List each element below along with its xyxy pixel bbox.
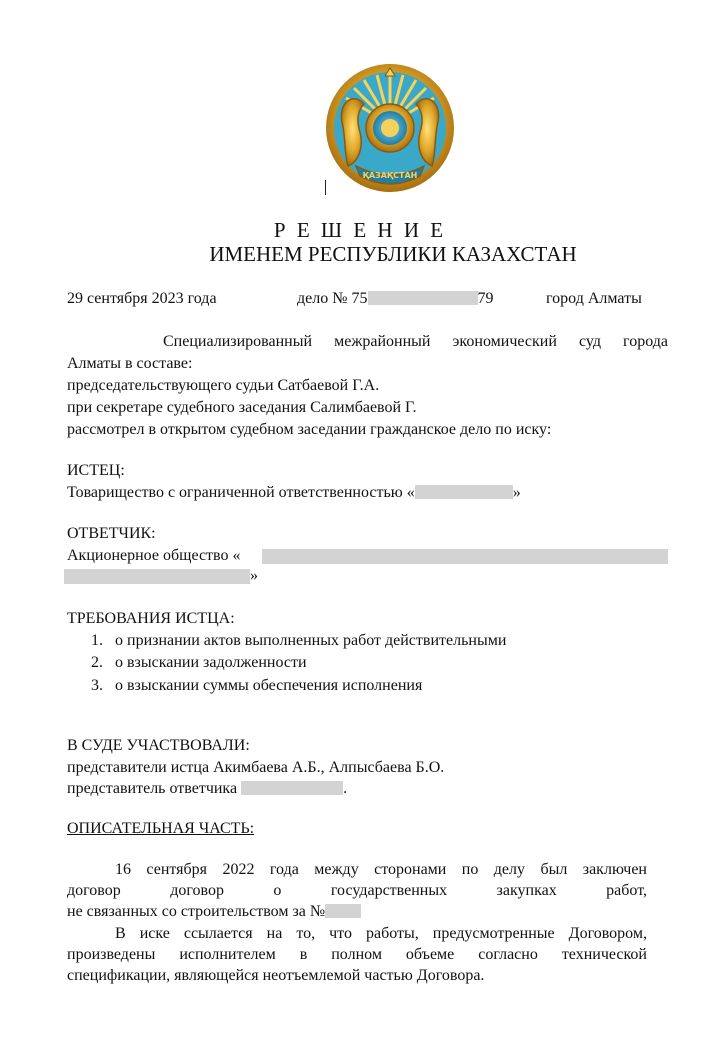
- defendant-heading: ОТВЕТЧИК:: [67, 525, 156, 542]
- claim-item: 3. о взыскании суммы обеспечения исполнения: [91, 677, 423, 694]
- court-line-4: при секретаре судебного заседания Салимбаевой Г.: [67, 399, 417, 416]
- defendant-name: Акционерное общество «: [67, 547, 241, 564]
- redacted-plaintiff: [415, 485, 513, 499]
- descriptive-p2-line1: В иске ссылается на то, что работы, предусмотренные Договором,: [115, 925, 647, 942]
- court-line-3: председательствующего судьи Сатбаевой Г.А.: [67, 377, 380, 394]
- claims-heading: ТРЕБОВАНИЯ ИСТЦА:: [67, 610, 235, 627]
- redacted-defendant-line2: [64, 569, 250, 584]
- redacted-contract-number: [325, 904, 361, 918]
- svg-text:ҚАЗАҚСТАН: ҚАЗАҚСТАН: [362, 171, 418, 180]
- descriptive-p1-line1: 16 сентября 2022 года между сторонами по делу был заключен: [115, 861, 647, 878]
- descriptive-p2-line2: произведены исполнителем в полном объеме согласно технической: [67, 946, 647, 963]
- plaintiff-name: Товарищество с ограниченной ответственностью « »: [67, 484, 521, 501]
- descriptive-p2-line3: спецификации, являющейся неотъемлемой частью Договора.: [67, 967, 485, 984]
- descriptive-p1-line3: не связанных со строительством за №: [67, 903, 361, 921]
- state-emblem-icon: [324, 62, 456, 194]
- text-cursor: [325, 180, 326, 195]
- document-title: Р Е Ш Е Н И Е: [273, 218, 447, 242]
- participants-plaintiff: представители истца Акимбаева А.Б., Алпысбаева Б.О.: [67, 759, 445, 776]
- case-number: дело № 75 79: [297, 290, 494, 307]
- court-line-1: Специализированный межрайонный экономический суд города: [163, 333, 668, 350]
- redacted-case-number: [368, 291, 478, 305]
- court-line-5: рассмотрел в открытом судебном заседании гражданское дело по иску:: [67, 421, 552, 438]
- city: город Алматы: [546, 290, 642, 307]
- document-subtitle: ИМЕНЕМ РЕСПУБЛИКИ КАЗАХСТАН: [209, 242, 577, 266]
- claim-item: 1. о признании актов выполненных работ действительными: [91, 632, 507, 649]
- descriptive-heading: ОПИСАТЕЛЬНАЯ ЧАСТЬ:: [67, 820, 255, 837]
- participants-heading: В СУДЕ УЧАСТВОВАЛИ:: [67, 737, 250, 754]
- plaintiff-heading: ИСТЕЦ:: [67, 462, 125, 479]
- participants-defendant: представитель ответчика .: [67, 780, 348, 797]
- claim-item: 2. о взыскании задолженности: [91, 654, 307, 671]
- redacted-defendant-rep: [241, 781, 343, 795]
- decision-date: 29 сентября 2023 года: [67, 290, 217, 307]
- defendant-close-quote: »: [250, 567, 258, 584]
- redacted-defendant-line1: [262, 549, 668, 564]
- descriptive-p1-line2: договор договор о государственных закупках работ,: [67, 882, 647, 899]
- court-line-2: Алматы в составе:: [67, 355, 193, 372]
